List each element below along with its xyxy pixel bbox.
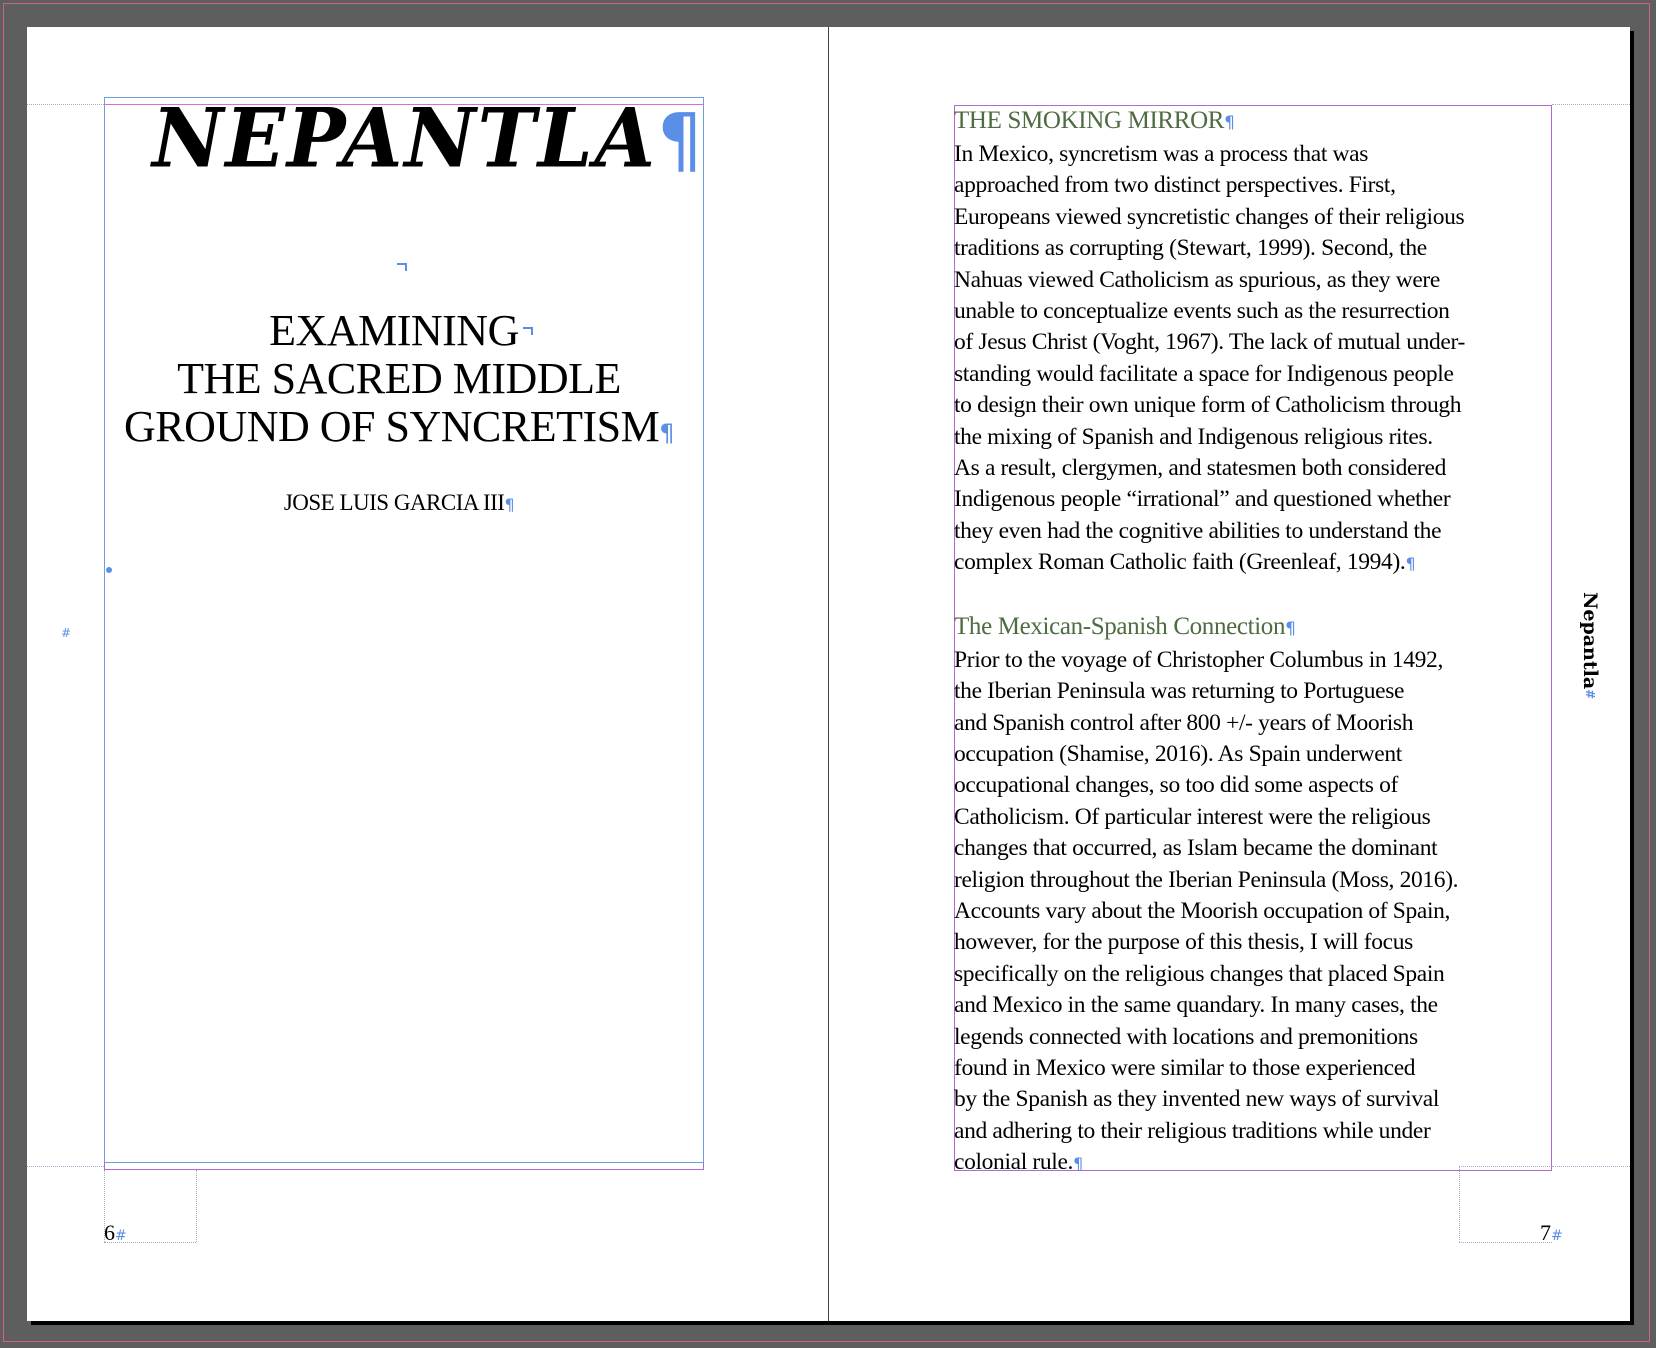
body-line: Nahuas viewed Catholicism as spurious, as they were [954, 266, 1440, 293]
page-number: 6# [104, 1220, 127, 1245]
body-line: approached from two distinct perspectives. First, [954, 172, 1396, 199]
anchor-point-icon[interactable] [106, 567, 112, 573]
masthead[interactable] [27, 90, 828, 187]
page-7[interactable] [829, 27, 1630, 1321]
body-line: Accounts vary about the Moorish occupation of Spain, [954, 897, 1451, 924]
pilcrow-icon: ¶ [659, 419, 674, 447]
section-heading: THE SMOKING MIRROR¶ [954, 107, 1235, 134]
subtitle[interactable] [99, 307, 699, 457]
guide-line [1552, 104, 1630, 105]
body-line: occupation (Shamise, 2016). As Spain underwent [954, 740, 1402, 767]
pilcrow-icon: ¶ [657, 98, 703, 182]
body-line: changes that occurred, as Islam became the dominant [954, 835, 1438, 862]
author-name[interactable]: JOSE LUIS GARCIA III¶ [283, 490, 515, 515]
body-line: of Jesus Christ (Voght, 1967). The lack of mutual under- [954, 329, 1465, 356]
running-head[interactable]: Nepantla# [1579, 592, 1601, 700]
guide-line [1552, 1166, 1630, 1167]
body-line: traditions as corrupting (Stewart, 1999). Second, the [954, 235, 1427, 262]
body-line: they even had the cognitive abilities to understand the [954, 517, 1442, 544]
text-frame-outline[interactable] [104, 97, 704, 1163]
page-6[interactable] [27, 27, 828, 1321]
body-line: and adhering to their religious traditions while under [954, 1117, 1431, 1144]
forced-line-break-icon [397, 263, 407, 271]
body-line: Prior to the voyage of Christopher Columbus in 1492, [954, 646, 1443, 673]
end-of-story-icon: # [1583, 689, 1597, 700]
body-line: the Iberian Peninsula was returning to Portuguese [954, 678, 1405, 705]
body-line: complex Roman Catholic faith (Greenleaf, 1994).¶ [954, 549, 1416, 576]
end-of-story-icon: # [115, 1228, 127, 1244]
folio-frame-guide [1459, 1242, 1552, 1243]
guide-line [27, 1166, 104, 1167]
end-of-story-icon: # [1551, 1228, 1563, 1244]
body-line: specifically on the religious changes that placed Spain [954, 960, 1445, 987]
body-text-frame[interactable] [954, 105, 1552, 1180]
subtitle-line-1: EXAMINING [99, 307, 699, 355]
body-line: colonial rule.¶ [954, 1149, 1083, 1176]
body-line: Indigenous people “irrational” and questioned whether [954, 486, 1451, 513]
paragraph-spacer [954, 580, 1552, 611]
body-line: unable to conceptualize events such as the resurrection [954, 298, 1450, 325]
section-heading: The Mexican-Spanish Connection¶ [954, 612, 1296, 640]
body-line: occupational changes, so too did some aspects of [954, 772, 1398, 799]
forced-line-break-icon [523, 327, 533, 335]
body-line: Catholicism. Of particular interest were the religious [954, 803, 1431, 830]
body-line: As a result, clergymen, and statesmen both considered [954, 455, 1447, 482]
body-line: and Spanish control after 800 +/- years of Moorish [954, 709, 1414, 736]
body-line: found in Mexico were similar to those experienced [954, 1054, 1416, 1081]
pilcrow-icon: ¶ [1073, 1154, 1083, 1174]
masthead-title: NEPANTLA [152, 90, 658, 187]
body-line: Europeans viewed syncretistic changes of their religious [954, 203, 1465, 230]
body-line: however, for the purpose of this thesis, I will focus [954, 929, 1413, 956]
body-line: legends connected with locations and premonitions [954, 1023, 1418, 1050]
folio-frame-guide [196, 1170, 197, 1242]
body-line: standing would facilitate a space for Indigenous people [954, 360, 1454, 387]
body-line: religion throughout the Iberian Peninsula (Moss, 2016). [954, 866, 1459, 893]
subtitle-line-3: GROUND OF SYNCRETISM¶ [124, 402, 674, 451]
page-number: 7# [1540, 1220, 1563, 1245]
pilcrow-icon: ¶ [1285, 618, 1296, 639]
subtitle-line-2: THE SACRED MIDDLE [177, 354, 621, 403]
pilcrow-icon: ¶ [1224, 113, 1235, 133]
pilcrow-icon: ¶ [1405, 554, 1416, 574]
hash-marker-icon: # [61, 626, 72, 640]
body-line: to design their own unique form of Catholicism through [954, 392, 1462, 419]
page-spread [27, 27, 1630, 1321]
body-line: by the Spanish as they invented new ways of survival [954, 1086, 1439, 1113]
body-line: and Mexico in the same quandary. In many cases, the [954, 992, 1438, 1019]
pilcrow-icon: ¶ [504, 495, 515, 514]
body-line: the mixing of Spanish and Indigenous religious rites. [954, 423, 1433, 450]
body-line: In Mexico, syncretism was a process that was [954, 141, 1369, 167]
